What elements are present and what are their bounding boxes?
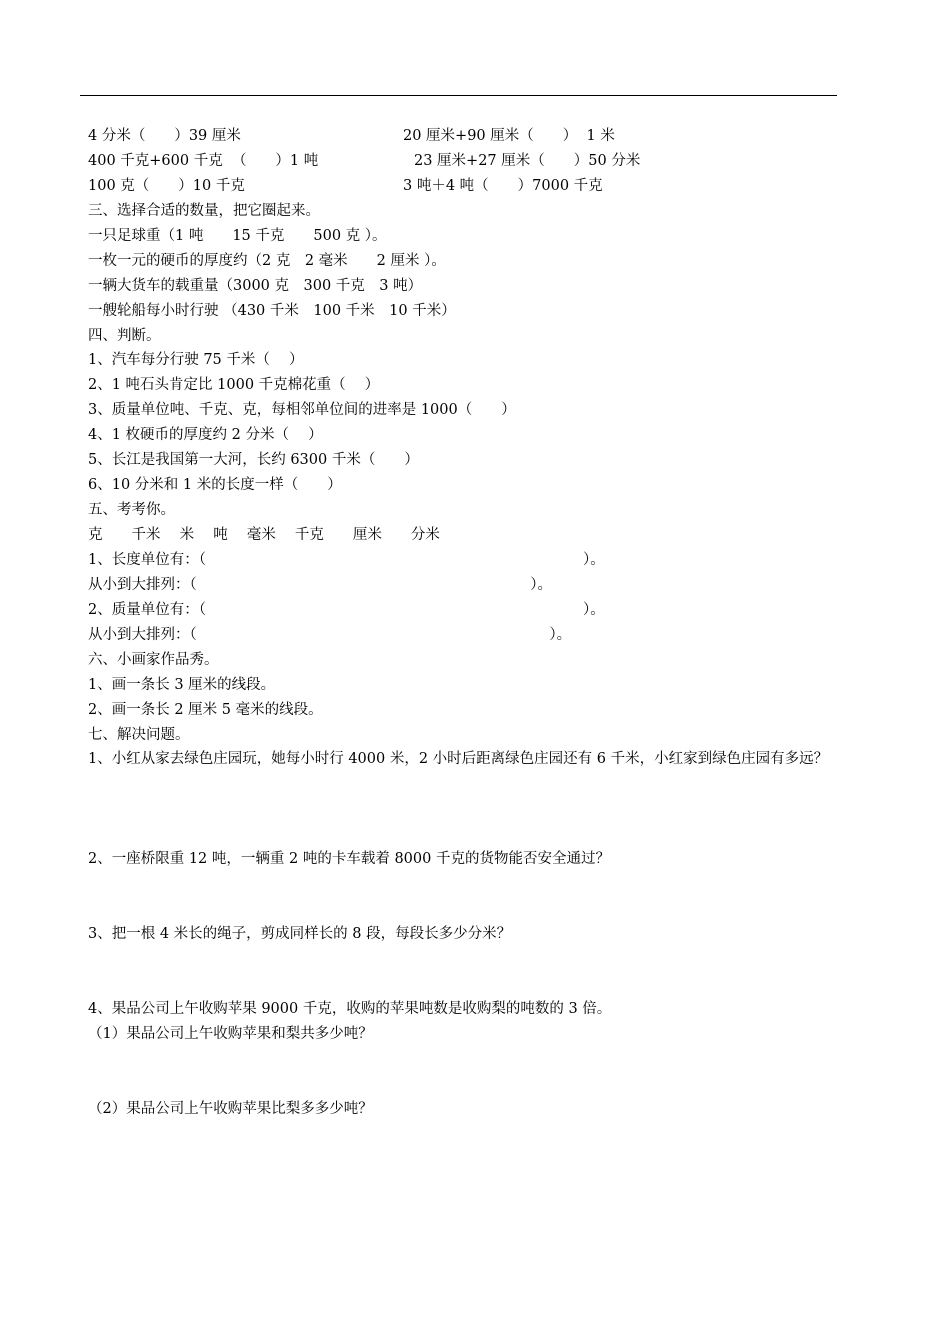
section6-item: 1、画一条长 3 厘米的线段。	[88, 677, 276, 693]
header-rule	[80, 95, 837, 96]
problem-1: 1、小红从家去绿色庄园玩，她每小时行 4000 米，2 小时后距离绿色庄园还有 6 千米，小红家到绿色庄园有多远？	[88, 751, 829, 767]
section5-title: 五、考考你。	[88, 502, 175, 518]
section6-title: 六、小画家作品秀。	[88, 652, 219, 668]
section3-item: 一辆大货车的载重量（3000 克 300 千克 3 吨）	[88, 278, 423, 294]
section4-item: 2、1 吨石头肯定比 1000 千克棉花重（ ）	[88, 377, 380, 393]
compare-r1-left: 4 分米（ ）39 厘米	[88, 128, 241, 144]
problem-4-part-2: （2）果品公司上午收购苹果比梨多多少吨？	[88, 1101, 373, 1117]
section4-title: 四、判断。	[88, 328, 161, 344]
section4-item: 5、长江是我国第一大河，长约 6300 千米（ ）	[88, 452, 419, 468]
compare-r3-left: 100 克（ ）10 千克	[88, 178, 245, 194]
compare-r3-right: 3 吨＋4 吨（ ）7000 千克	[403, 178, 603, 194]
section6-item: 2、画一条长 2 厘米 5 毫米的线段。	[88, 702, 323, 718]
section3-item: 一只足球重（1 吨 15 千克 500 克 ）。	[88, 228, 387, 244]
section3-title: 三、选择合适的数量，把它圈起来。	[88, 203, 320, 219]
problem-4-part-1: （1）果品公司上午收购苹果和梨共多少吨？	[88, 1026, 373, 1042]
section5-item: 从小到大排列：（ ）。	[88, 627, 572, 643]
unit-list: 克 千米 米 吨 毫米 千克 厘米 分米	[88, 527, 440, 543]
compare-r1-right: 20 厘米+90 厘米（ ） 1 米	[403, 128, 615, 144]
section4-item: 1、汽车每分行驶 75 千米（ ）	[88, 352, 304, 368]
compare-r2-right: 23 厘米+27 厘米（ ）50 分米	[414, 153, 641, 169]
section4-item: 3、质量单位吨、千克、克，每相邻单位间的进率是 1000（ ）	[88, 402, 516, 418]
problem-3: 3、把一根 4 米长的绳子，剪成同样长的 8 段，每段长多少分米？	[88, 926, 512, 942]
section3-item: 一艘轮船每小时行驶 （430 千米 100 千米 10 千米）	[88, 303, 456, 319]
problem-2: 2、一座桥限重 12 吨，一辆重 2 吨的卡车载着 8000 千克的货物能否安全通过？	[88, 851, 610, 867]
section5-item: 从小到大排列：（ ）。	[88, 577, 552, 593]
section7-title: 七、解决问题。	[88, 727, 190, 743]
section4-item: 4、1 枚硬币的厚度约 2 分米（ ）	[88, 427, 323, 443]
section5-item: 2、质量单位有：（ ）。	[88, 602, 605, 618]
compare-r2-left: 400 千克+600 千克 （ ）1 吨	[88, 153, 319, 169]
section3-item: 一枚一元的硬币的厚度约（2 克 2 毫米 2 厘米 ）。	[88, 253, 446, 269]
problem-4: 4、果品公司上午收购苹果 9000 千克，收购的苹果吨数是收购梨的吨数的 3 倍。	[88, 1001, 612, 1017]
section5-item: 1、长度单位有：（ ）。	[88, 552, 605, 568]
section4-item: 6、10 分米和 1 米的长度一样（ ）	[88, 477, 342, 493]
